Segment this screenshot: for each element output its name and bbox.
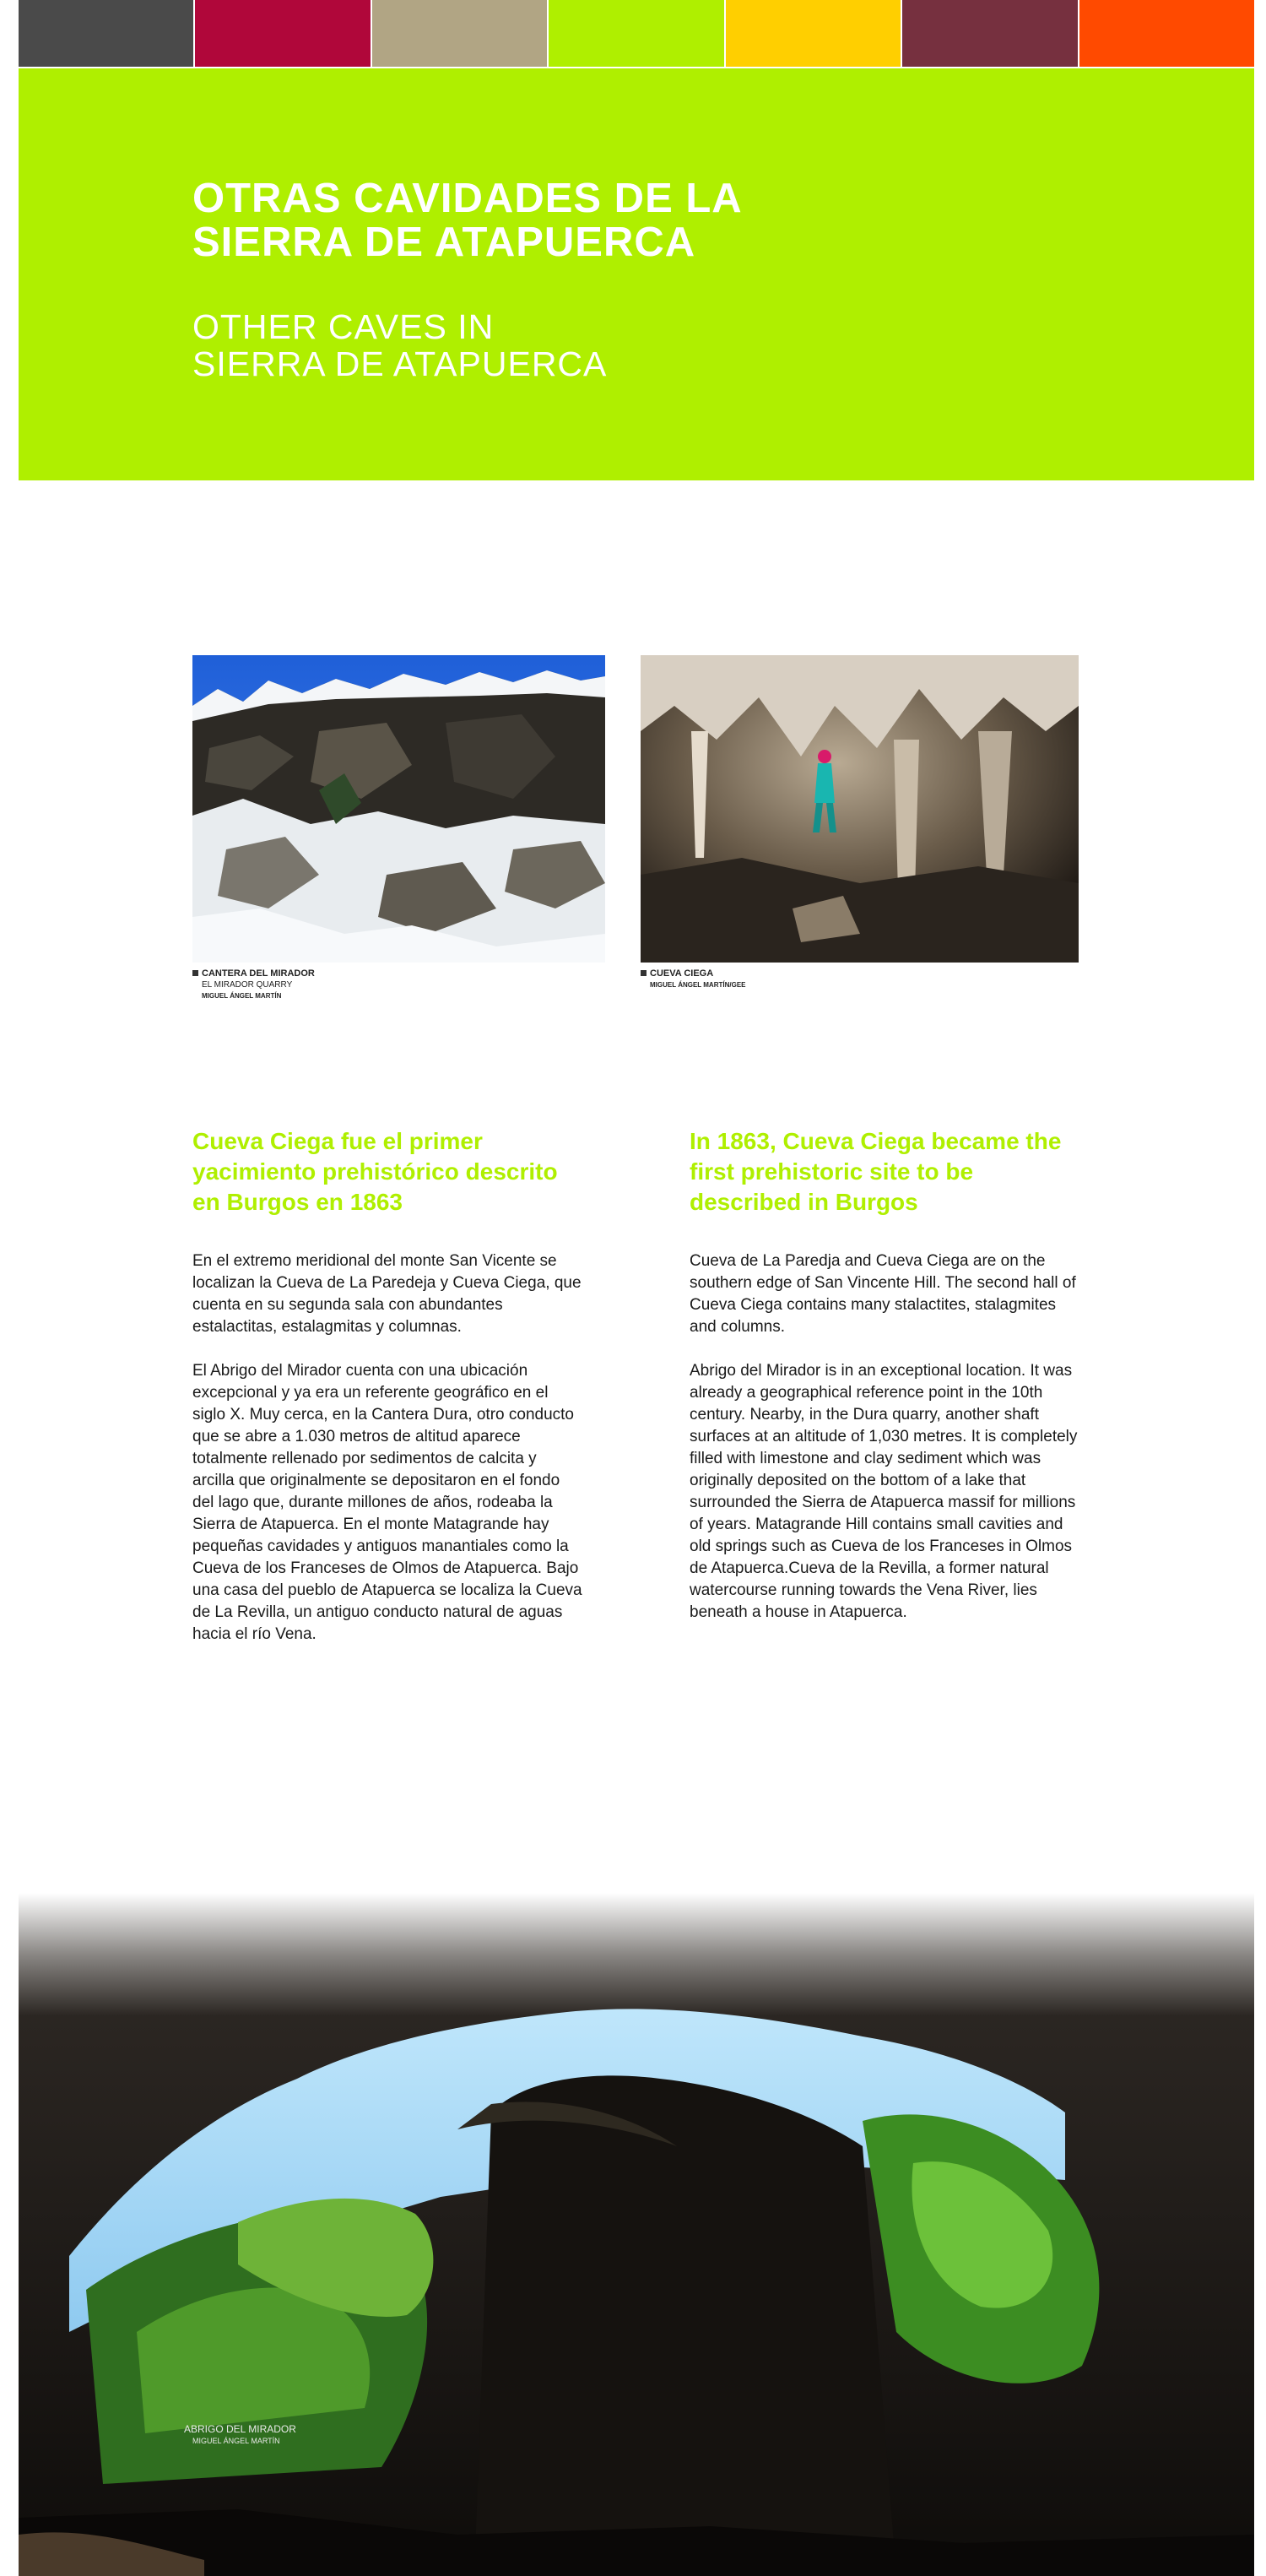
english-paragraph-1: Cueva de La Paredja and Cueva Ciega are on the southern edge of San Vincente Hill. The second hall of Cueva Ciega contains many stalactites, stalagmites and columns. [690, 1252, 1076, 1336]
caption-title-cantera: CANTERA DEL MIRADOR [192, 968, 315, 979]
page-title-english [192, 308, 1121, 382]
english-heading: In 1863, Cueva Ciega became the first prehistoric site to be described in Burgos [690, 1128, 1062, 1215]
english-paragraph-2: Abrigo del Mirador is in an exceptional location. It was already a geographical reference point in the 10th century. Nearby, in the Dura quarry, another shaft surfaces at an altitude of 1,030 metres. It is completely filled with limestone and clay sediment which was originally deposited on the bottom of a lake that surrounded the Sierra de Atapuerca massif for millions of years. Matagrande Hill contains small cavities and old springs such as Cueva de los Franceses in Olmos de Atapuerca.Cueva de la Revilla, a former natural watercourse running towards the Vena River, lies beneath a house in Atapuerca. [690, 1362, 1078, 1621]
caption-sub-cantera: EL MIRADOR QUARRY [202, 980, 293, 990]
page-title-spanish [192, 176, 1121, 264]
header-band [19, 68, 1254, 480]
caption-title-abrigo: ABRIGO DEL MIRADOR [184, 2423, 296, 2435]
color-stripe [19, 0, 1254, 67]
title-es-line-1: OTRAS CAVIDADES DE LA [192, 176, 743, 221]
stripe-swatch-orange [1079, 0, 1254, 67]
stripe-swatch-wine [902, 0, 1079, 67]
abrigo-del-mirador-photo [19, 1893, 1254, 2576]
stripe-swatch-lime [549, 0, 725, 67]
caption-credit-abrigo: MIGUEL ÁNGEL MARTÍN [192, 2437, 280, 2445]
caption-credit-cantera: MIGUEL ÁNGEL MARTÍN [202, 992, 282, 1000]
photo-caption-cantera [192, 968, 315, 1001]
cantera-del-mirador-photo [192, 655, 605, 963]
photo-caption-abrigo [184, 2423, 296, 2447]
caption-credit-cueva-ciega: MIGUEL ÁNGEL MARTÍN/GEE [650, 981, 746, 989]
spanish-paragraph-1: En el extremo meridional del monte San Vicente se localizan la Cueva de La Paredeja y Cueva Ciega, que cuenta en su segunda sala con abundantes estalactitas, estalagmitas y columnas. [192, 1252, 582, 1336]
stripe-swatch-grey [19, 0, 195, 67]
spanish-body [192, 1250, 582, 1668]
spanish-paragraph-2: El Abrigo del Mirador cuenta con una ubicación excepcional y ya era un referente geográfico en el siglo X. Muy cerca, en la Cantera Dura, otro conducto que se abre a 1.030 metros de altitud aparece totalmente rellenado por sedimentos de calcita y arcilla que originalmente se depositaron en el fondo del lago que, durante millones de años, rodeaba la Sierra de Atapuerca. En el monte Matagrande hay pequeñas cavidades y antiguos manantiales como la Cueva de los Franceses de Olmos de Atapuerca. Bajo una casa del pueblo de Atapuerca se localiza la Cueva de La Revilla, un antiguo conducto natural de aguas hacia el río Vena. [192, 1362, 582, 1643]
stripe-swatch-crimson [195, 0, 371, 67]
cueva-ciega-photo [641, 655, 1079, 963]
title-en-line-1: OTHER CAVES IN [192, 307, 495, 346]
stripe-swatch-yellow [726, 0, 902, 67]
spanish-heading: Cueva Ciega fue el primer yacimiento prehistórico descrito en Burgos en 1863 [192, 1128, 558, 1215]
caption-title-cueva-ciega: CUEVA CIEGA [641, 968, 746, 979]
title-es-line-2: SIERRA DE ATAPUERCA [192, 220, 696, 265]
photo-caption-cueva-ciega [641, 968, 746, 990]
title-en-line-2: SIERRA DE ATAPUERCA [192, 344, 608, 383]
english-body [690, 1250, 1079, 1646]
stripe-swatch-sand [372, 0, 549, 67]
